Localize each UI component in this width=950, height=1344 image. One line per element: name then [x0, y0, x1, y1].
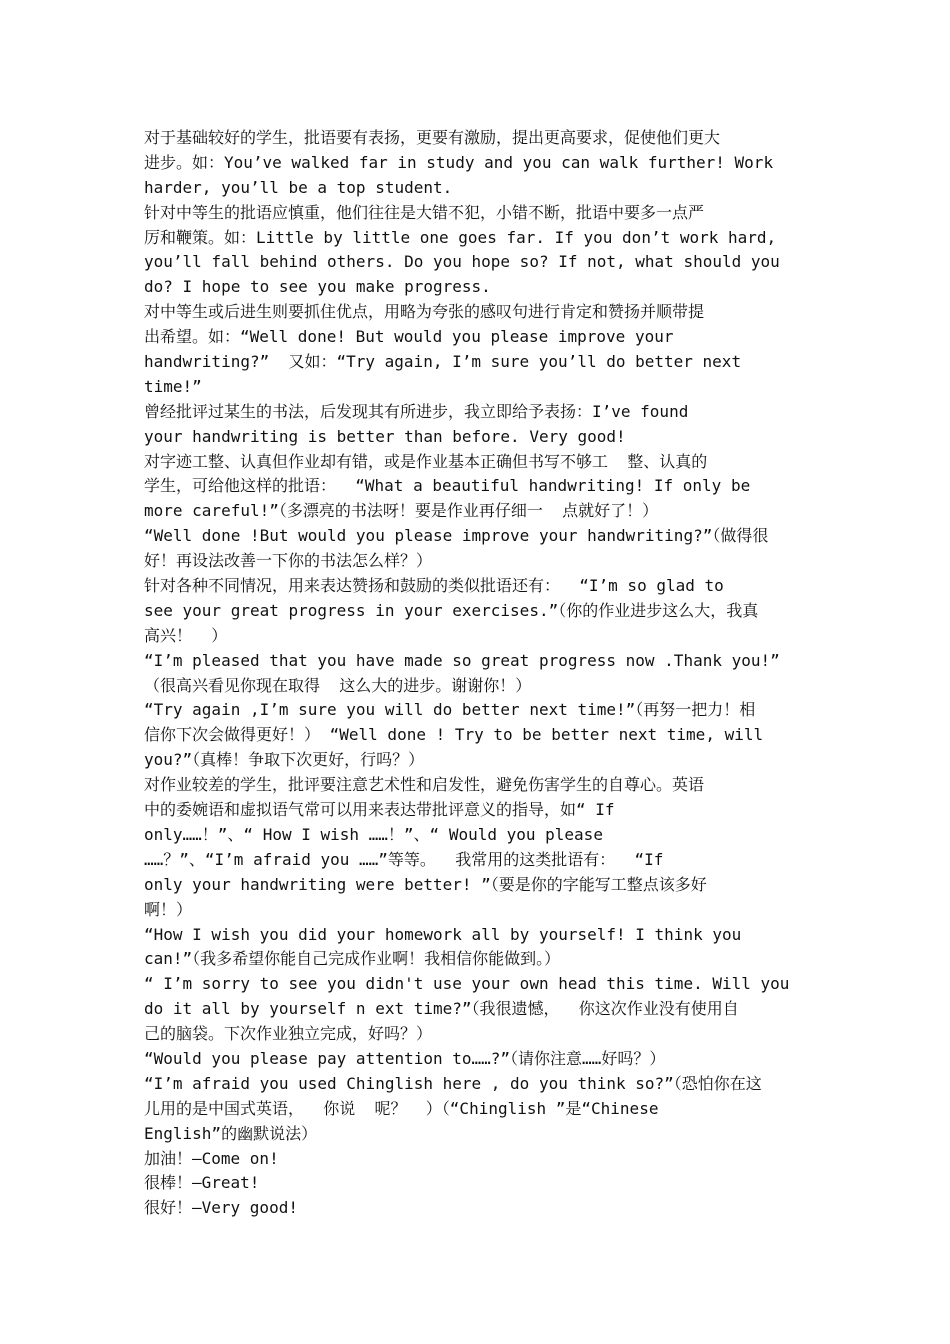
- text-line: 啊！）: [144, 899, 193, 919]
- text-line: （很高兴看见你现在取得 这么大的进步。谢谢你！）: [144, 675, 532, 695]
- text-line: 进步。如：You’ve walked far in study and you can walk further! Work: [144, 152, 774, 172]
- text-line: 曾经批评过某生的书法，后发现其有所进步，我立即给予表扬：I’ve found: [144, 401, 689, 421]
- text-line: 好！再设法改善一下你的书法怎么样？）: [144, 551, 433, 571]
- text-line: 高兴！ ）: [144, 625, 228, 645]
- text-line: “I’m pleased that you have made so great progress now .Thank you!”: [144, 650, 780, 670]
- text-line: 很棒！—Great!: [144, 1173, 260, 1193]
- document-body: [144, 126, 810, 1221]
- text-line: more careful!”（多漂亮的书法呀！要是作业再仔细一 点就好了！）: [144, 501, 659, 521]
- text-line: 加油！—Come on!: [144, 1148, 279, 1168]
- text-line: 对字迹工整、认真但作业却有错，或是作业基本正确但书写不够工 整、认真的: [144, 451, 708, 471]
- text-line: 针对各种不同情况，用来表达赞扬和鼓励的类似批语还有： “I’m so glad to: [144, 576, 724, 596]
- text-line: “Well done !But would you please improve your handwriting?”（做得很: [144, 526, 769, 546]
- text-line: “Would you please pay attention to……?”（请你注意……好吗？）: [144, 1048, 666, 1068]
- text-line: ……？”、“I’m afraid you ……”等等。 我常用的这类批语有： “If: [144, 849, 664, 869]
- text-line: 对作业较差的学生，批评要注意艺术性和启发性，避免伤害学生的自尊心。英语: [144, 775, 705, 795]
- text-line: 对中等生或后进生则要抓住优点，用略为夸张的感叹句进行肯定和赞扬并顺带提: [144, 302, 705, 322]
- text-line: 己的脑袋。下次作业独立完成，好吗？）: [144, 1024, 433, 1044]
- text-line: “ I’m sorry to see you didn't use your own head this time. Will you: [144, 974, 790, 994]
- text-line: 针对中等生的批语应慎重，他们往往是大错不犯，小错不断，批语中要多一点严: [144, 202, 705, 222]
- text-line: time!”: [144, 376, 202, 396]
- text-line: only your handwriting were better! ”（要是你的字能写工整点该多好: [144, 874, 707, 894]
- text-line: you?”（真棒！争取下次更好，行吗？）: [144, 750, 425, 770]
- text-line: 儿用的是中国式英语， 你说 呢？ ）（“Chinglish ”是“Chinese: [144, 1098, 659, 1118]
- text-line: 很好！—Very good!: [144, 1198, 298, 1218]
- text-line: do? I hope to see you make progress.: [144, 277, 491, 297]
- text-line: English”的幽默说法）: [144, 1123, 318, 1143]
- text-line: 厉和鞭策。如：Little by little one goes far. If you don’t work hard,: [144, 227, 777, 247]
- text-line: harder, you’ll be a top student.: [144, 177, 453, 197]
- text-line: only……！”、“ How I wish ……！”、“ Would you please: [144, 824, 603, 844]
- text-line: 学生，可给他这样的批语： “What a beautiful handwriting! If only be: [144, 476, 751, 496]
- text-line: 对于基础较好的学生，批语要有表扬，更要有激励，提出更高要求，促使他们更大: [144, 128, 721, 147]
- text-line: you’ll fall behind others. Do you hope so? If not, what should you: [144, 252, 780, 272]
- text-line: can!”（我多希望你能自己完成作业啊！我相信你能做到。）: [144, 949, 561, 969]
- text-line: see your great progress in your exercises.”（你的作业进步这么大，我真: [144, 600, 759, 620]
- text-line: 信你下次会做得更好！） “Well done ! Try to be better next time, will: [144, 725, 764, 745]
- text-line: “I’m afraid you used Chinglish here , do you think so?”（恐怕你在这: [144, 1073, 762, 1093]
- text-line: “How I wish you did your homework all by yourself! I think you: [144, 924, 742, 944]
- text-line: your handwriting is better than before. Very good!: [144, 426, 626, 446]
- text-line: handwriting?” 又如：“Try again, I’m sure you’ll do better next: [144, 352, 742, 372]
- text-line: “Try again ,I’m sure you will do better next time!”（再努一把力！相: [144, 700, 756, 720]
- text-line: do it all by yourself n ext time?”（我很遗憾， 你这次作业没有使用自: [144, 999, 739, 1019]
- text-line: 中的委婉语和虚拟语气常可以用来表达带批评意义的指导，如“ If: [144, 800, 615, 820]
- text-line: 出希望。如：“Well done! But would you please improve your: [144, 327, 674, 347]
